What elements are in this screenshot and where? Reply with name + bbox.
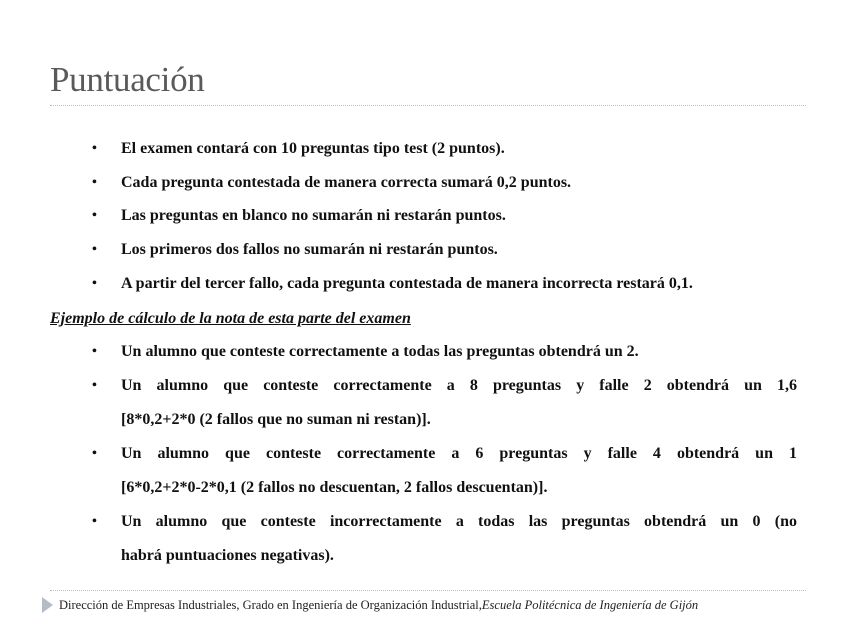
bullet-marker: •	[92, 276, 97, 291]
bullet-marker: •	[92, 141, 97, 156]
example-item: Un alumno que conteste incorrectamente a todas las preguntas obtendrá un 0 (no	[121, 513, 797, 530]
bullet-item: Las preguntas en blanco no sumarán ni restarán puntos.	[121, 207, 506, 224]
footer-divider	[50, 590, 806, 591]
bullet-marker: •	[92, 514, 97, 529]
footer-text: Dirección de Empresas Industriales, Grado en Ingeniería de Organización Industrial,	[59, 597, 482, 612]
bullet-marker: •	[92, 446, 97, 461]
bullet-marker: •	[92, 208, 97, 223]
bullet-marker: •	[92, 242, 97, 257]
example-subheading: Ejemplo de cálculo de la nota de esta parte del examen	[50, 310, 411, 327]
bullet-item: A partir del tercer fallo, cada pregunta contestada de manera incorrecta restará 0,1.	[121, 275, 693, 292]
slide-title: Puntuación	[50, 60, 205, 99]
example-item: Un alumno que conteste correctamente a 8 preguntas y falle 2 obtendrá un 1,6	[121, 377, 797, 394]
example-item: Un alumno que conteste correctamente a todas las preguntas obtendrá un 2.	[121, 343, 639, 360]
slide-footer	[42, 597, 698, 613]
bullet-marker: •	[92, 175, 97, 190]
footer-school: Escuela Politécnica de Ingeniería de Gijón	[481, 597, 699, 612]
title-divider	[50, 105, 806, 106]
example-item-continuation: [6*0,2+2*0-2*0,1 (2 fallos no descuentan, 2 fallos descuentan)].	[121, 479, 548, 496]
bullet-item: El examen contará con 10 preguntas tipo test (2 puntos).	[121, 140, 505, 157]
triangle-icon	[42, 597, 53, 613]
bullet-item: Cada pregunta contestada de manera correcta sumará 0,2 puntos.	[121, 174, 572, 191]
example-item-continuation: [8*0,2+2*0 (2 fallos que no suman ni restan)].	[121, 411, 431, 428]
bullet-marker: •	[92, 378, 97, 393]
example-item-continuation: habrá puntuaciones negativas).	[121, 547, 334, 564]
example-item: Un alumno que conteste correctamente a 6 preguntas y falle 4 obtendrá un 1	[121, 445, 797, 462]
bullet-item: Los primeros dos fallos no sumarán ni restarán puntos.	[121, 241, 498, 258]
bullet-marker: •	[92, 344, 97, 359]
